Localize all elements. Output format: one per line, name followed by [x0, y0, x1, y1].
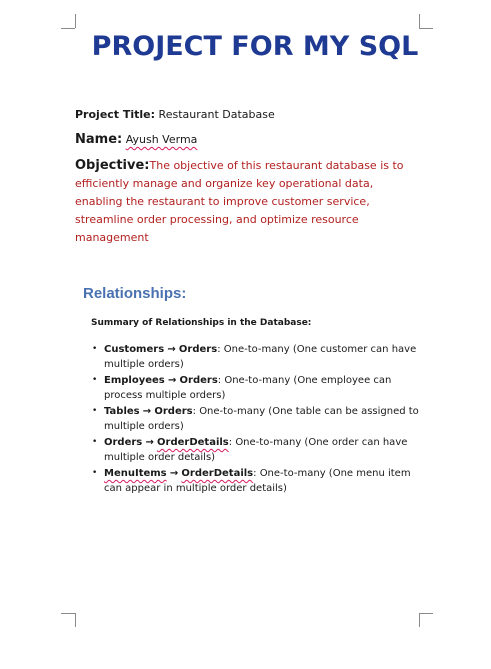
- entity-from: MenuItems: [104, 468, 167, 479]
- relationship-desc: : One-to-many (One employee can process multiple orders): [104, 375, 392, 401]
- arrow-icon: →: [167, 375, 177, 386]
- relationship-desc: : One-to-many (One menu item can appear in multiple order details): [104, 468, 411, 494]
- relationship-desc: : One-to-many (One order can have multiple order details): [104, 437, 408, 463]
- entity-from: Customers: [104, 344, 165, 355]
- project-title-label: Project Title:: [75, 108, 156, 121]
- entity-to: Orders: [179, 375, 218, 386]
- entity-to: Orders: [178, 344, 218, 355]
- bullet-icon: •: [92, 375, 98, 385]
- relationship-desc: : One-to-many (One table can be assigned to multiple orders): [104, 406, 419, 432]
- project-title-line[interactable]: [75, 108, 275, 121]
- name-line[interactable]: [75, 132, 197, 147]
- entity-to: OrderDetails: [157, 437, 229, 448]
- objective-text: The objective of this restaurant database is to efficiently manage and organize key operational data, enabling the restaurant to improve customer service, streamline order processing, and optimize resource management: [75, 159, 404, 244]
- bullet-icon: •: [92, 344, 98, 354]
- bullet-icon: •: [92, 468, 98, 478]
- summary-heading[interactable]: Summary of Relationships in the Database:: [91, 318, 312, 328]
- relationship-desc: : One-to-many (One customer can have multiple orders): [104, 344, 417, 370]
- objective-label: Objective:: [75, 158, 150, 173]
- name-value: Ayush Verma: [125, 133, 198, 146]
- arrow-icon: →: [169, 468, 179, 479]
- name-label: Name:: [75, 132, 123, 147]
- list-item[interactable]: [92, 404, 422, 434]
- entity-from: Employees: [104, 375, 165, 386]
- relationships-list: [92, 342, 422, 497]
- objective-paragraph[interactable]: [75, 157, 420, 247]
- entity-from: Tables: [104, 406, 140, 417]
- entity-to: Orders: [154, 406, 193, 417]
- arrow-icon: →: [142, 406, 152, 417]
- entity-to: OrderDetails: [181, 468, 254, 479]
- entity-from: Orders: [104, 437, 143, 448]
- document-title[interactable]: PROJECT FOR MY SQL: [91, 31, 419, 62]
- bullet-icon: •: [92, 406, 98, 416]
- list-item[interactable]: [92, 435, 422, 465]
- project-title-value: Restaurant Database: [158, 108, 275, 121]
- list-item[interactable]: [92, 342, 422, 372]
- relationships-heading[interactable]: Relationships:: [83, 285, 187, 302]
- list-item[interactable]: [92, 373, 422, 403]
- arrow-icon: →: [145, 437, 154, 448]
- bullet-icon: •: [92, 437, 98, 447]
- list-item[interactable]: [92, 466, 422, 496]
- arrow-icon: →: [167, 344, 176, 355]
